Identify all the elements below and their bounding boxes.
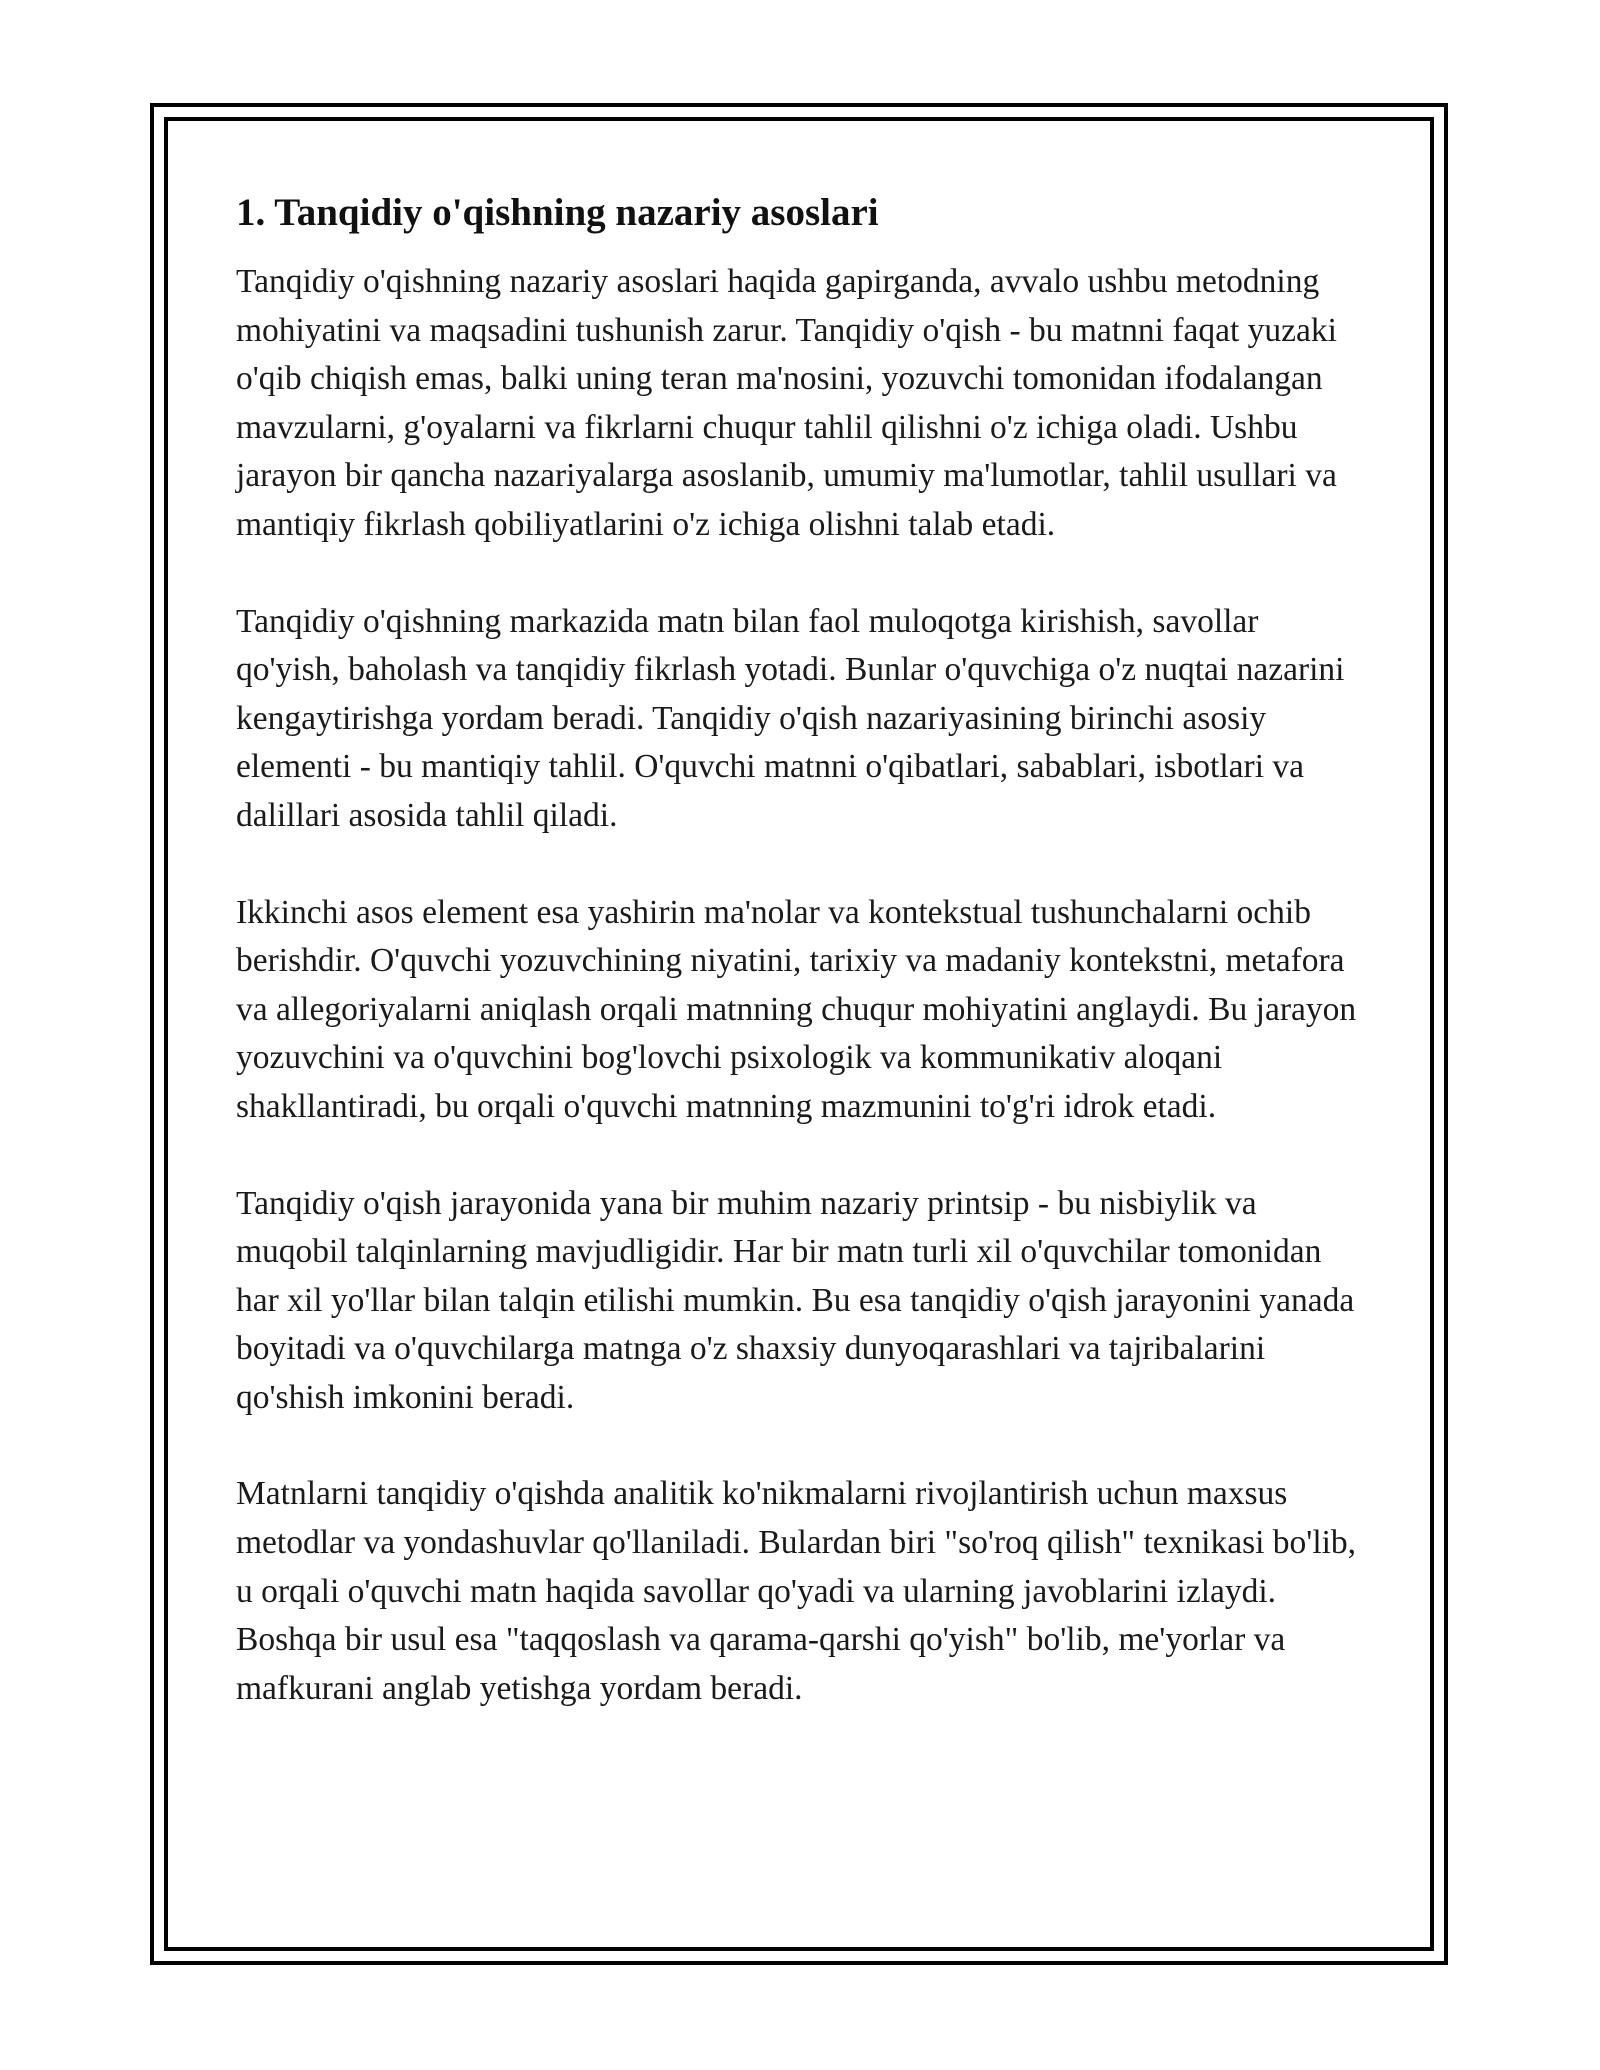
paragraph-5: Matnlarni tanqidiy o'qishda analitik ko'nikmalarni rivojlantirish uchun maxsus metodlar va yondashuvlar qo'llaniladi. Bulardan biri "so'roq qilish" texnikasi bo'lib, u orqali o'quvchi matn haqida savollar qo'yadi va ularning javoblarini izlaydi. Boshqa bir usul esa "taqqoslash va qarama-qarshi qo'yish" bo'lib, me'yorlar va mafkurani anglab yetishga yordam beradi. [236,1475,1357,1707]
document-body [236,186,1366,1713]
paragraph-2: Tanqidiy o'qishning markazida matn bilan faol muloqotga kirishish, savollar qo'yish, baholash va tanqidiy fikrlash yotadi. Bunlar o'quvchiga o'z nuqtai nazarini kengaytirishga yordam beradi. Tanqidiy o'qish nazariyasining birinchi asosiy elementi - bu mantiqiy tahlil. O'quvchi matnni o'qibatlari, sabablari, isbotlari va dalillari asosida tahlil qiladi. [236,602,1345,834]
paragraph-3: Ikkinchi asos element esa yashirin ma'nolar va kontekstual tushunchalarni ochib berishdir. O'quvchi yozuvchining niyatini, tarixiy va madaniy kontekstni, metafora va allegoriyalarni aniqlash orqali matnning chuqur mohiyatini anglaydi. Bu jarayon yozuvchini va o'quvchini bog'lovchi psixologik va kommunikativ aloqani shakllantiradi, bu orqali o'quvchi matnning mazmunini to'g'ri idrok etadi. [236,893,1357,1125]
paragraph-4: Tanqidiy o'qish jarayonida yana bir muhim nazariy printsip - bu nisbiylik va muqobil talqinlarning mavjudligidir. Har bir matn turli xil o'quvchilar tomonidan har xil yo'llar bilan talqin etilishi mumkin. Bu esa tanqidiy o'qish jarayonini yanada boyitadi va o'quvchilarga matnga o'z shaxsiy dunyoqarashlari va tajribalarini qo'shish imkonini beradi. [236,1184,1355,1416]
section-heading: 1. Tanqidiy o'qishning nazariy asoslari [236,191,879,234]
paragraph-1: Tanqidiy o'qishning nazariy asoslari haqida gapirganda, avvalo ushbu metodning mohiyatini va maqsadini tushunish zarur. Tanqidiy o'qish - bu matnni faqat yuzaki o'qib chiqish emas, balki uning teran ma'nosini, yozuvchi tomonidan ifodalangan mavzularni, g'oyalarni va fikrlarni chuqur tahlil qilishni o'z ichiga oladi. Ushbu jarayon bir qancha nazariyalarga asoslanib, umumiy ma'lumotlar, tahlil usullari va mantiqiy fikrlash qobiliyatlarini o'z ichiga olishni talab etadi. [236,263,1337,543]
